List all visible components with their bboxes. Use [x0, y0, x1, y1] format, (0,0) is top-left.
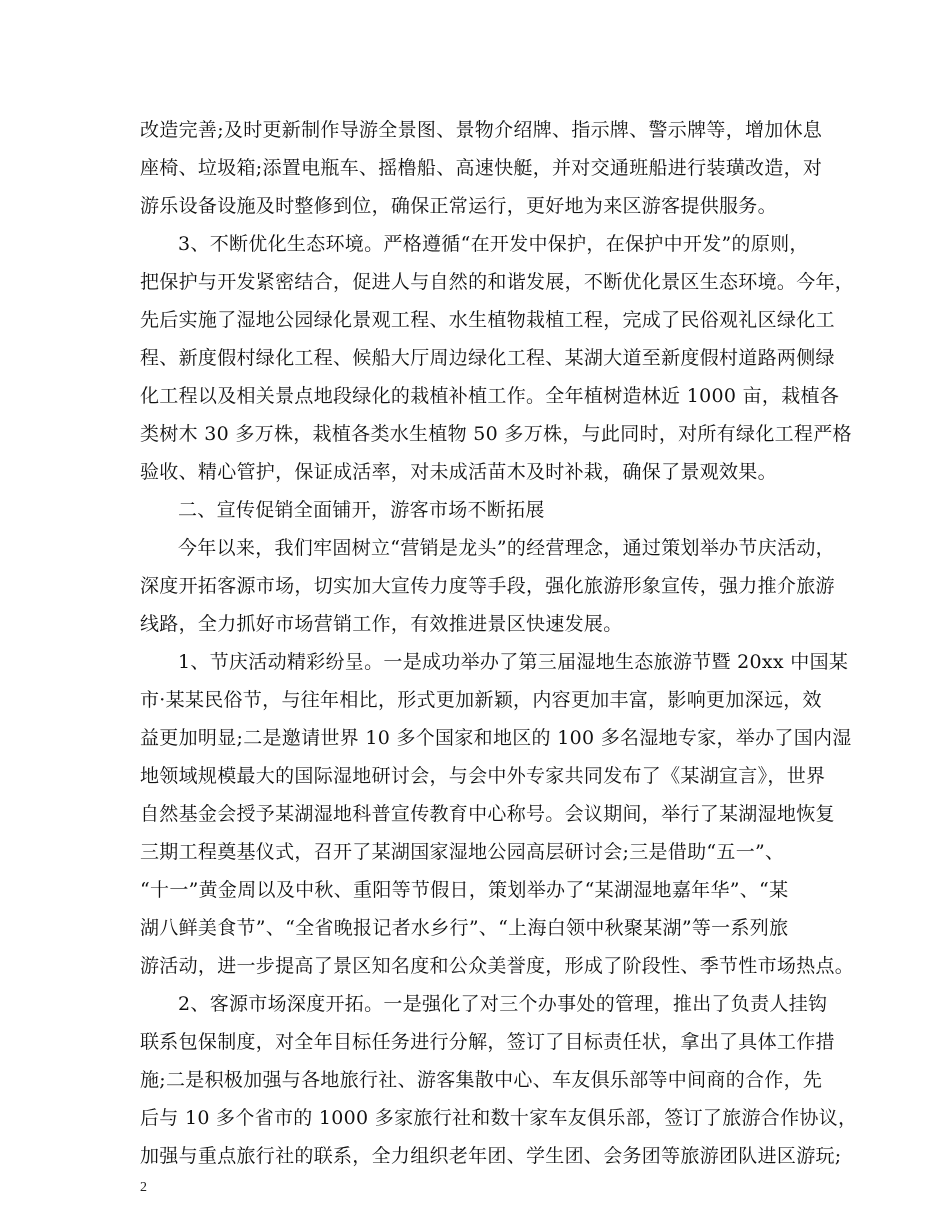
text-line: 市·某某民俗节，与往年相比，形式更加新颖，内容更加丰富，影响更加深远，效	[140, 689, 822, 711]
text-line: 自然基金会授予某湖湿地科普宣传教育中心称号。会议期间，举行了某湖湿地恢复	[140, 803, 835, 825]
text-line: 把保护与开发紧密结合，促进人与自然的和谐发展，不断优化景区生态环境。今年，	[140, 271, 855, 293]
text-line: 施;二是积极加强与各地旅行社、游客集散中心、车友俱乐部等中间商的合作，先	[140, 1069, 823, 1091]
text-line: 2、客源市场深度开拓。一是强化了对三个办事处的管理，推出了负责人挂钩	[178, 993, 828, 1015]
text-line: 三期工程奠基仪式，召开了某湖国家湿地公园高层研讨会;三是借助“五一”、	[140, 841, 785, 863]
text-line: 游活动，进一步提高了景区知名度和公众美誉度，形成了阶段性、季节性市场热点。	[140, 955, 855, 977]
page-number: 2	[140, 1180, 147, 1195]
text-line: 类树木 30 多万株，栽植各类水生植物 50 多万株，与此同时，对所有绿化工程严格	[140, 423, 852, 445]
text-line: 深度开拓客源市场，切实加大宣传力度等手段，强化旅游形象宣传，强力推介旅游	[140, 575, 835, 597]
text-line: 程、新度假村绿化工程、候船大厅周边绿化工程、某湖大道至新度假村道路两侧绿	[140, 347, 835, 369]
text-line: 后与 10 多个省市的 1000 多家旅行社和数十家车友俱乐部，签订了旅游合作协议，	[140, 1107, 858, 1129]
text-line: 先后实施了湿地公园绿化景观工程、水生植物栽植工程，完成了民俗观礼区绿化工	[140, 309, 835, 331]
text-line: 改造完善;及时更新制作导游全景图、景物介绍牌、指示牌、警示牌等，增加休息	[140, 119, 823, 141]
text-line: “十一”黄金周以及中秋、重阳等节假日，策划举办了“某湖湿地嘉年华”、“某	[140, 879, 789, 901]
text-line: 加强与重点旅行社的联系，全力组织老年团、学生团、会务团等旅游团队进区游玩;	[140, 1145, 842, 1167]
text-line: 验收、精心管护，保证成活率，对未成活苗木及时补栽，确保了景观效果。	[140, 461, 777, 483]
text-line: 化工程以及相关景点地段绿化的栽植补植工作。全年植树造林近 1000 亩，栽植各	[140, 385, 840, 407]
text-line: 湖八鲜美食节”、“全省晚报记者水乡行”、“上海白领中秋聚某湖”等一系列旅	[140, 917, 789, 939]
text-line: 1、节庆活动精彩纷呈。一是成功举办了第三届湿地生态旅游节暨 20xx 中国某	[178, 651, 849, 673]
text-line: 联系包保制度，对全年目标任务进行分解，签订了目标责任状，拿出了具体工作措	[140, 1031, 835, 1053]
text-line: 线路，全力抓好市场营销工作，有效推进景区快速发展。	[140, 613, 623, 635]
text-line: 益更加明显;二是邀请世界 10 多个国家和地区的 100 多名湿地专家，举办了国内湿	[140, 727, 852, 749]
text-line: 3、不断优化生态环境。严格遵循“在开发中保护，在保护中开发”的原则，	[178, 233, 809, 255]
text-line: 游乐设备设施及时整修到位，确保正常运行，更好地为来区游客提供服务。	[140, 195, 777, 217]
text-line: 地领域规模最大的国际湿地研讨会，与会中外专家共同发布了《某湖宣言》，世界	[140, 765, 826, 787]
text-line: 今年以来，我们牢固树立“营销是龙头”的经营理念，通过策划举办节庆活动，	[178, 537, 835, 559]
section-heading: 二、宣传促销全面铺开，游客市场不断拓展	[178, 499, 545, 521]
text-line: 座椅、垃圾箱;添置电瓶车、摇橹船、高速快艇，并对交通班船进行装璜改造，对	[140, 157, 823, 179]
